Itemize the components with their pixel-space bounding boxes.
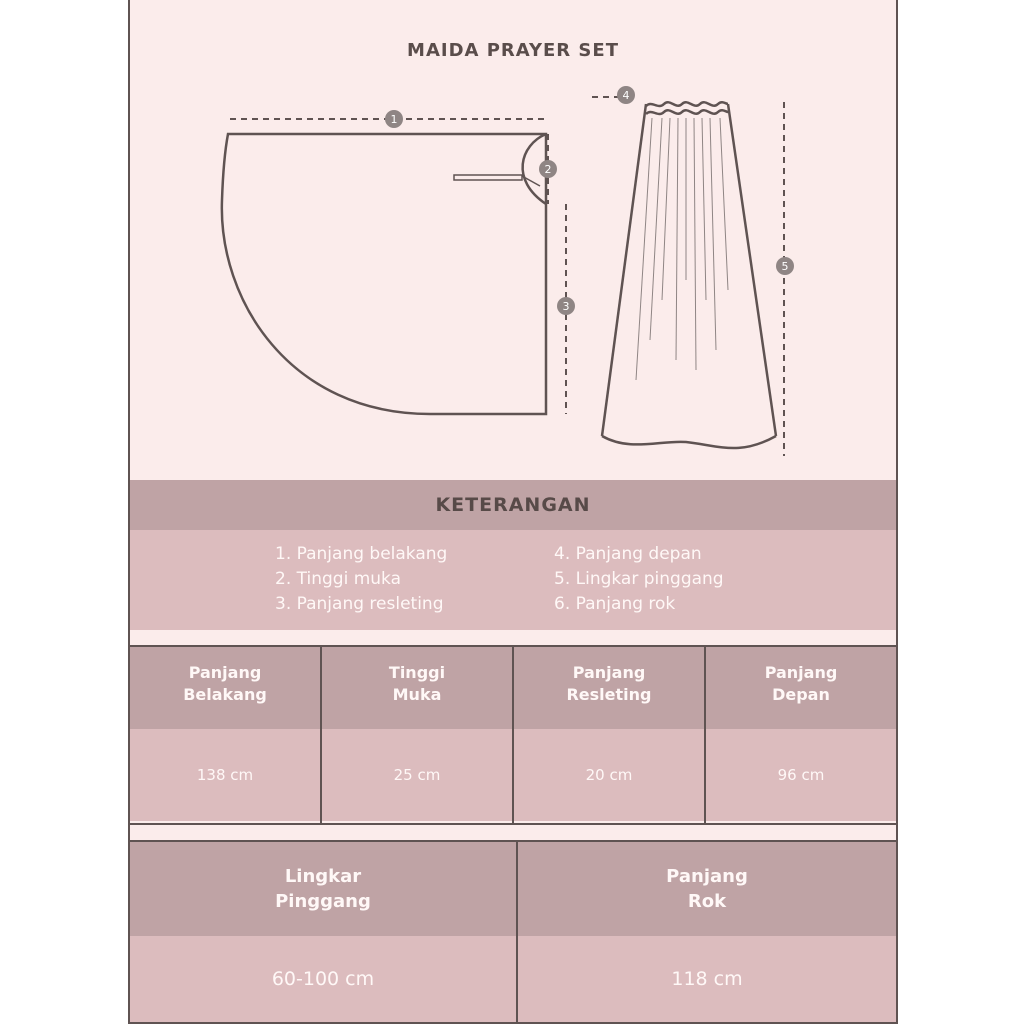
measurement-table-top — [130, 645, 896, 825]
dimension-guides — [230, 97, 784, 456]
legend-item: 4. Panjang depan — [554, 544, 702, 564]
legend-column-right — [554, 542, 724, 617]
legend-item: 2. Tinggi muka — [275, 569, 401, 589]
measurement-label: Tinggi Muka — [322, 647, 512, 729]
measurement-value: 118 cm — [518, 936, 896, 1022]
measurement-cell-panjang-resleting — [514, 647, 706, 823]
measurement-value: 20 cm — [514, 729, 704, 821]
mukena-outline — [222, 134, 546, 414]
legend-item: 3. Panjang resleting — [275, 594, 444, 614]
measurement-cell-panjang-belakang — [130, 647, 322, 823]
measurement-label: Panjang Resleting — [514, 647, 704, 729]
measurement-value: 60-100 cm — [130, 936, 516, 1022]
legend-item: 5. Lingkar pinggang — [554, 569, 724, 589]
legend-item: 1. Panjang belakang — [275, 544, 448, 564]
marker-3 — [557, 297, 575, 315]
measurement-label: Panjang Depan — [706, 647, 896, 729]
measurement-value: 138 cm — [130, 729, 320, 821]
legend-item: 6. Panjang rok — [554, 594, 676, 614]
legend-body — [130, 530, 896, 630]
measurement-cell-panjang-rok — [518, 842, 896, 1022]
measurement-cell-tinggi-muka — [322, 647, 514, 823]
legend-heading: KETERANGAN — [435, 494, 591, 516]
marker-1 — [385, 110, 403, 128]
marker-5 — [776, 257, 794, 275]
skirt-pleats — [636, 118, 728, 380]
legend-header — [130, 480, 896, 530]
svg-text:4: 4 — [622, 89, 630, 102]
svg-text:3: 3 — [562, 300, 570, 313]
marker-2 — [539, 160, 557, 178]
svg-text:2: 2 — [544, 163, 552, 176]
svg-text:5: 5 — [781, 260, 789, 273]
size-chart-sheet — [128, 0, 898, 1024]
page-title: MAIDA PRAYER SET — [407, 40, 619, 61]
skirt-outline — [602, 102, 776, 448]
legend-column-left — [275, 542, 447, 617]
measurement-label: Panjang Rok — [518, 842, 896, 936]
marker-4 — [617, 86, 635, 104]
measurement-label: Lingkar Pinggang — [130, 842, 516, 936]
measurement-cell-lingkar-pinggang — [130, 842, 518, 1022]
measurement-value: 96 cm — [706, 729, 896, 821]
garment-diagram — [130, 0, 896, 480]
measurement-value: 25 cm — [322, 729, 512, 821]
svg-text:1: 1 — [390, 113, 398, 126]
measurement-table-bottom — [130, 840, 896, 1022]
measurement-cell-panjang-depan — [706, 647, 896, 823]
measurement-label: Panjang Belakang — [130, 647, 320, 729]
